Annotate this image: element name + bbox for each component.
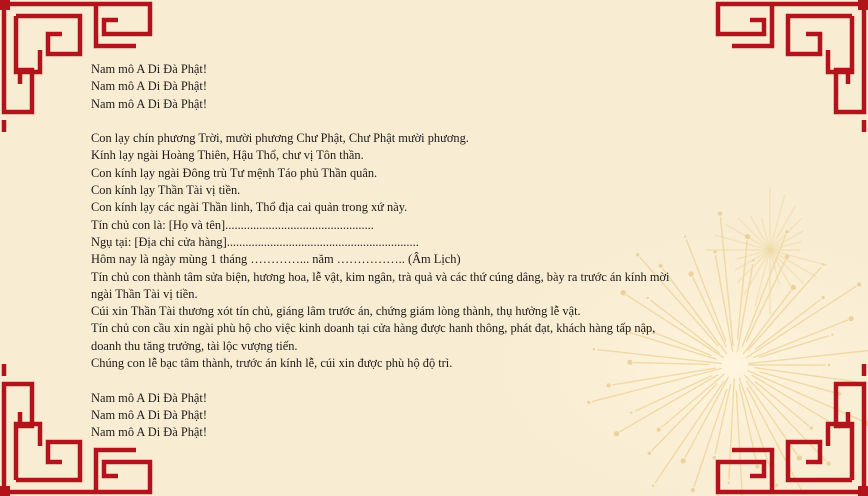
prayer-line: Tín chủ con cầu xin ngài phù hộ cho việc kinh doanh tại cửa hàng được hanh thông, phát đạt, khách hàng tấp nập, (91, 321, 656, 336)
invocation-line: Nam mô A Di Đà Phật! (91, 79, 207, 94)
prayer-line: doanh thu tăng trưởng, tài lộc vượng tiến. (91, 338, 298, 353)
prayer-line: Chúng con lễ bạc tâm thành, trước án kính lễ, cúi xin được phù hộ độ trì. (91, 356, 453, 371)
prayer-line: Con lạy chín phương Trời, mười phương Chư Phật, Chư Phật mười phương. (91, 131, 469, 146)
paragraph-gap (91, 372, 791, 389)
prayer-document (91, 61, 791, 442)
prayer-line: ngài Thần Tài vị tiền. (91, 286, 198, 301)
prayer-line: Con kính lạy ngài Đông trù Tư mệnh Táo phủ Thần quân. (91, 165, 378, 180)
prayer-line: Con kính lạy Thần Tài vị tiền. (91, 183, 241, 198)
invocation-line: Nam mô A Di Đà Phật! (91, 390, 207, 405)
name-field-line: Tín chủ con là: [Họ và tên]................................................ (91, 217, 374, 232)
invocation-line: Nam mô A Di Đà Phật! (91, 407, 207, 422)
prayer-line: Kính lạy ngài Hoàng Thiên, Hậu Thổ, chư vị Tôn thần. (91, 148, 364, 163)
invocation-top (91, 61, 791, 113)
date-field-line: Hôm nay là ngày mùng 1 tháng …………... năm …………….. (Âm Lịch) (91, 252, 461, 267)
invocation-line: Nam mô A Di Đà Phật! (91, 96, 207, 111)
paragraph-gap (91, 113, 791, 130)
prayer-line: Cúi xin Thần Tài thương xót tín chủ, giáng lâm trước án, chứng giám lòng thành, thụ hưởng lễ vật. (91, 304, 581, 319)
prayer-line: Tín chủ con thành tâm sửa biện, hương hoa, lễ vật, kim ngân, trà quả và các thứ cúng dâng, bày ra trước án kính mời (91, 269, 670, 284)
invocation-line: Nam mô A Di Đà Phật! (91, 425, 207, 440)
invocation-line: Nam mô A Di Đà Phật! (91, 62, 207, 76)
prayer-line: Con kính lạy các ngài Thần linh, Thổ địa cai quản trong xứ này. (91, 200, 408, 215)
invocation-bottom (91, 390, 791, 442)
address-field-line: Ngụ tại: [Địa chỉ cửa hàng].............................................................. (91, 234, 419, 249)
prayer-body (91, 130, 791, 372)
